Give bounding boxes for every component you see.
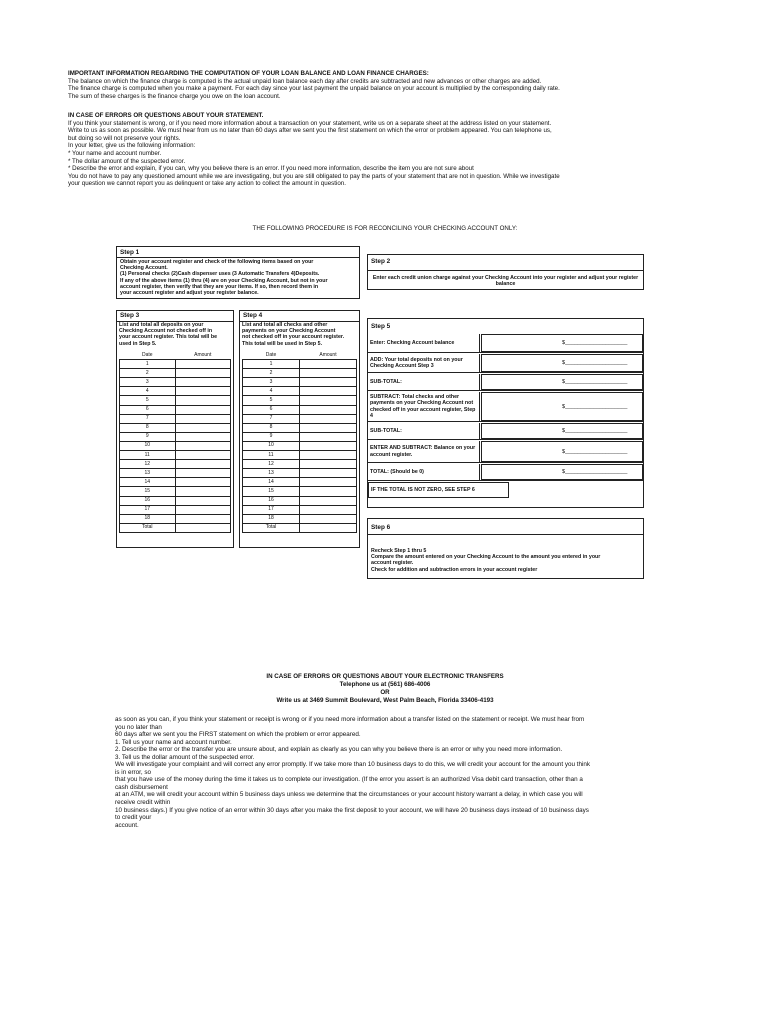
text-line: account register, then verify that they are your items. If so, then record them in: [120, 283, 319, 290]
amount-cell[interactable]: [300, 478, 357, 487]
step5-row-label: ADD: Your total deposits not on your Checking Account Step 3: [368, 354, 480, 372]
text-line: not checked off in your account register.: [242, 334, 345, 341]
amount-cell[interactable]: [300, 378, 357, 387]
table-row: [120, 387, 231, 396]
amount-cell[interactable]: [300, 505, 357, 514]
step5-row: [368, 374, 643, 391]
date-cell[interactable]: 18: [120, 514, 176, 523]
amount-cell[interactable]: [175, 414, 231, 423]
table-row: [243, 451, 357, 460]
date-cell[interactable]: 16: [243, 496, 300, 505]
electronic-phone: Telephone us at (561) 686-4006: [339, 681, 431, 688]
date-cell[interactable]: 2: [120, 369, 176, 378]
step5-row-label: SUB-TOTAL:: [368, 374, 480, 390]
date-cell[interactable]: 13: [243, 469, 300, 478]
date-cell[interactable]: 14: [120, 478, 176, 487]
date-cell[interactable]: 9: [120, 432, 176, 441]
amount-cell[interactable]: [175, 405, 231, 414]
amount-cell[interactable]: [300, 441, 357, 450]
table-row: [243, 396, 357, 405]
step5-amount-field[interactable]: $____________________: [481, 354, 643, 372]
text-line: List and total all checks and other: [242, 322, 328, 328]
table-row: [120, 423, 231, 432]
text-line: In your letter, give us the following information:: [68, 142, 196, 150]
text-line: account register.: [371, 560, 414, 567]
table-row: [120, 414, 231, 423]
amount-cell[interactable]: [175, 369, 231, 378]
amount-cell[interactable]: [300, 496, 357, 505]
step1-title: Step 1: [120, 249, 140, 256]
table-row: [243, 378, 357, 387]
table-row: [243, 387, 357, 396]
amount-cell[interactable]: [175, 514, 231, 523]
table-row: [120, 441, 231, 450]
text-line: to credit your: [115, 814, 152, 822]
step5-row-label: Enter: Checking Account balance: [368, 334, 480, 352]
total-amount-cell[interactable]: [300, 523, 357, 532]
text-line: (1) Personal checks (2)Cash dispenser uses (3 Automatic Transfers 4)Deposits.: [120, 271, 320, 278]
date-cell[interactable]: 15: [120, 487, 176, 496]
text-line: is in error, so: [115, 768, 152, 776]
step3-box: [116, 310, 234, 548]
amount-cell[interactable]: [175, 478, 231, 487]
amount-cell[interactable]: [175, 496, 231, 505]
text-line: your question we cannot report you as delinquent or take any action to collect the amount in question.: [68, 180, 346, 188]
date-cell[interactable]: 14: [243, 478, 300, 487]
loan-info-paragraph: [68, 78, 708, 101]
date-cell[interactable]: 5: [120, 396, 176, 405]
amount-cell[interactable]: [300, 460, 357, 469]
step5-amount-field[interactable]: $____________________: [481, 464, 643, 480]
step5-row: [368, 334, 643, 353]
step5-row: [368, 464, 643, 481]
table-row: [120, 487, 231, 496]
step5-row: [368, 354, 643, 373]
electronic-or: OR: [380, 689, 390, 696]
date-cell[interactable]: 8: [120, 423, 176, 432]
date-header: Date: [265, 351, 277, 358]
total-label: Total: [243, 523, 300, 532]
table-row: [120, 396, 231, 405]
table-row: [243, 487, 357, 496]
text-line: The balance on which the finance charge is computed is the actual unpaid loan balance each day after credits are subtracted and new advances or other charges are added.: [68, 77, 542, 85]
table-row: [120, 451, 231, 460]
step3-text: [119, 322, 233, 347]
step4-box: [239, 310, 360, 548]
step2-text: Enter each credit union charge against your Checking Account into your register and adjust your register balance: [372, 275, 639, 288]
amount-cell[interactable]: [175, 396, 231, 405]
step5-amount-field[interactable]: $____________________: [481, 374, 643, 390]
step5-box: [367, 318, 644, 508]
table-row: [243, 460, 357, 469]
text-line: at an ATM, we will credit your account within 5 business days unless we determine that the circumstances or your account history warrant a delay, in which case you will: [115, 791, 583, 799]
step1-text: [120, 259, 358, 296]
date-cell[interactable]: 6: [243, 405, 300, 414]
amount-cell[interactable]: [300, 396, 357, 405]
date-cell[interactable]: 1: [120, 360, 176, 369]
text-line: payments on your Checking Account: [242, 328, 336, 335]
amount-cell[interactable]: [175, 360, 231, 369]
step4-title: Step 4: [243, 312, 263, 319]
text-line: Compare the amount entered on your Checking Account to the amount you entered in your: [371, 554, 601, 561]
amount-cell[interactable]: [300, 387, 357, 396]
step1-box: [116, 246, 360, 299]
date-cell[interactable]: 4: [120, 387, 176, 396]
text-line: Checking Account not checked off in: [119, 328, 213, 335]
text-line: account.: [115, 821, 139, 829]
date-cell[interactable]: 10: [243, 441, 300, 450]
date-cell[interactable]: 5: [243, 396, 300, 405]
table-row: [243, 414, 357, 423]
step5-row-label: TOTAL: (Should be 0): [368, 464, 480, 480]
table-row: [120, 360, 231, 369]
amount-header: Amount: [194, 351, 212, 358]
loan-info-heading: IMPORTANT INFORMATION REGARDING THE COMPUTATION OF YOUR LOAN BALANCE AND LOAN FINANCE CHARGES:: [68, 70, 429, 77]
electronic-body: [115, 716, 660, 829]
date-cell[interactable]: 12: [120, 460, 176, 469]
date-cell[interactable]: 17: [120, 505, 176, 514]
text-line: 2. Describe the error or the transfer you are unsure about, and explain as clearly as you can why you believe there is an error or why you need more information.: [115, 746, 563, 754]
date-cell[interactable]: 4: [243, 387, 300, 396]
text-line: used in Step 5.: [119, 340, 157, 347]
table-row: [243, 405, 357, 414]
text-line: 10 business days.) If you give notice of an error within 30 days after you make the first deposit to your account, we will have 20 business days instead of 10 business days: [115, 806, 589, 814]
date-cell[interactable]: 3: [120, 378, 176, 387]
date-cell[interactable]: 15: [243, 487, 300, 496]
step3-table: [119, 351, 231, 533]
table-row: [120, 469, 231, 478]
amount-cell[interactable]: [300, 514, 357, 523]
text-line: If any of the above items (1) thru (4) are on your Checking Account, but not in your: [120, 277, 328, 284]
text-line: Obtain your account register and check of the following items based on your: [120, 259, 314, 265]
text-line: If you think your statement is wrong, or if you need more information about a transaction on your statement, write us on a separate sheet at the address listed on your statement.: [68, 119, 552, 127]
statement-errors-paragraph: [68, 120, 708, 188]
step5-title: Step 5: [371, 323, 391, 330]
text-line: receive credit within: [115, 799, 171, 807]
text-line: 1. Tell us your name and account number.: [115, 738, 232, 746]
step4-table: [242, 351, 357, 533]
amount-cell[interactable]: [175, 432, 231, 441]
statement-errors-heading: IN CASE OF ERRORS OR QUESTIONS ABOUT YOUR STATEMENT.: [68, 112, 264, 119]
step3-title: Step 3: [120, 312, 140, 319]
table-row: [120, 478, 231, 487]
table-row: [243, 496, 357, 505]
electronic-address: Write us at 3469 Summit Boulevard, West Palm Beach, Florida 33406-4193: [276, 697, 494, 704]
table-row: [120, 496, 231, 505]
date-cell[interactable]: 11: [243, 451, 300, 460]
date-cell[interactable]: 6: [120, 405, 176, 414]
text-line: Recheck Step 1 thru 5: [371, 548, 427, 554]
text-line: * The dollar amount of the suspected error.: [68, 157, 186, 165]
text-line: that you have use of the money during the time it takes us to complete our investigation. (If the error you assert is an authorized Visa debit card transaction, other than a: [115, 776, 583, 784]
text-line: cash disbursement: [115, 783, 168, 791]
amount-cell[interactable]: [300, 414, 357, 423]
step5-row: [368, 441, 643, 463]
date-cell[interactable]: 10: [120, 441, 176, 450]
table-row: [120, 378, 231, 387]
table-row: [243, 441, 357, 450]
step5-row-label: SUBTRACT: Total checks and other payments on your Checking Account not checked off in your account register, Step 4: [368, 392, 480, 421]
procedure-title: THE FOLLOWING PROCEDURE IS FOR RECONCILING YOUR CHECKING ACCOUNT ONLY:: [252, 225, 518, 232]
text-line: Checking Account.: [120, 265, 168, 272]
table-row: [120, 432, 231, 441]
amount-cell[interactable]: [300, 423, 357, 432]
date-header: Date: [141, 351, 153, 358]
amount-cell[interactable]: [175, 469, 231, 478]
text-line: The sum of these charges is the finance charge you owe on the loan account.: [68, 92, 281, 100]
step5-row-label: SUB-TOTAL:: [368, 423, 480, 439]
text-line: 3. Tell us the dollar amount of the suspected error.: [115, 753, 255, 761]
date-cell[interactable]: 7: [120, 414, 176, 423]
step2-title: Step 2: [371, 258, 391, 265]
table-row: [120, 369, 231, 378]
text-line: * Describe the error and explain, if you can, why you believe there is an error. If you need more information, describe the item you are not sure about: [68, 165, 474, 173]
total-amount-cell[interactable]: [175, 523, 231, 532]
text-line: 60 days after we sent you the FIRST statement on which the problem or error appeared.: [115, 731, 361, 739]
amount-cell[interactable]: [300, 405, 357, 414]
text-line: You do not have to pay any questioned amount while we are investigating, but you are still obligated to pay the parts of your statement that are not in question. While we investigate: [68, 172, 560, 180]
table-row: [120, 405, 231, 414]
step5-amount-field[interactable]: $____________________: [481, 334, 643, 352]
amount-cell[interactable]: [175, 460, 231, 469]
amount-cell[interactable]: [175, 441, 231, 450]
total-label: Total: [120, 523, 176, 532]
amount-cell[interactable]: [300, 451, 357, 460]
step5-amount-field[interactable]: $____________________: [481, 441, 643, 462]
amount-cell[interactable]: [175, 487, 231, 496]
amount-header: Amount: [319, 351, 337, 358]
amount-cell[interactable]: [175, 505, 231, 514]
amount-cell[interactable]: [175, 451, 231, 460]
date-cell[interactable]: 8: [243, 423, 300, 432]
text-line: List and total all deposits on your: [119, 322, 204, 328]
step4-text: [242, 322, 359, 347]
table-row: [243, 360, 357, 369]
amount-cell[interactable]: [175, 423, 231, 432]
text-line: This total will be used in Step 5.: [242, 340, 323, 347]
amount-cell[interactable]: [300, 487, 357, 496]
table-row: [243, 505, 357, 514]
step5-row: [368, 423, 643, 440]
step5-row: [368, 392, 643, 422]
step6-text: [371, 548, 641, 573]
date-cell[interactable]: 1: [243, 360, 300, 369]
table-row: [243, 369, 357, 378]
electronic-heading: IN CASE OF ERRORS OR QUESTIONS ABOUT YOUR ELECTRONIC TRANSFERS: [266, 673, 504, 680]
total-row: [120, 523, 231, 532]
text-line: your account register and adjust your register balance.: [120, 290, 259, 297]
date-cell[interactable]: 18: [243, 514, 300, 523]
step6-box: [367, 518, 644, 579]
amount-cell[interactable]: [300, 360, 357, 369]
text-line: your account register. This total will be: [119, 334, 218, 341]
table-row: [243, 478, 357, 487]
text-line: We will investigate your complaint and will correct any error promptly. If we take more than 10 business days to do this, we will credit your account for the amount you think: [115, 761, 591, 769]
step5-note: IF THE TOTAL IS NOT ZERO, SEE STEP 6: [368, 482, 509, 498]
step5-amount-field[interactable]: $____________________: [481, 392, 643, 421]
step6-title: Step 6: [371, 524, 391, 531]
table-row: [120, 514, 231, 523]
date-cell[interactable]: 9: [243, 432, 300, 441]
step5-row-label: ENTER AND SUBTRACT: Balance on your account register.: [368, 441, 480, 462]
amount-cell[interactable]: [300, 469, 357, 478]
amount-cell[interactable]: [175, 387, 231, 396]
table-row: [243, 514, 357, 523]
text-line: Write to us as soon as possible. We must hear from us no later than 60 days after we sent you the first statement on which the error or problem appeared. You can telephone us,: [68, 127, 552, 135]
text-line: The finance charge is computed when you make a payment. For each day since your last payment the unpaid balance on your account is multiplied by the corresponding daily rate.: [68, 85, 560, 93]
date-cell[interactable]: 13: [120, 469, 176, 478]
date-cell[interactable]: 11: [120, 451, 176, 460]
total-row: [243, 523, 357, 532]
table-row: [120, 460, 231, 469]
table-row: [243, 423, 357, 432]
amount-cell[interactable]: [175, 378, 231, 387]
amount-cell[interactable]: [300, 369, 357, 378]
table-row: [243, 432, 357, 441]
table-row: [120, 505, 231, 514]
text-line: Check for addition and subtraction errors in your account register: [371, 566, 538, 573]
step5-amount-field[interactable]: $____________________: [481, 423, 643, 439]
date-cell[interactable]: 2: [243, 369, 300, 378]
text-line: but doing so will not preserve your rights.: [68, 134, 181, 142]
amount-cell[interactable]: [300, 432, 357, 441]
step2-box: [367, 254, 644, 290]
date-cell[interactable]: 16: [120, 496, 176, 505]
text-line: * Your name and account number.: [68, 149, 162, 157]
text-line: you no later than: [115, 723, 162, 731]
date-cell[interactable]: 17: [243, 505, 300, 514]
table-row: [243, 469, 357, 478]
text-line: as soon as you can, if you think your statement or receipt is wrong or if you need more information about a transfer listed on the statement or receipt. We must hear from: [115, 716, 585, 723]
date-cell[interactable]: 7: [243, 414, 300, 423]
date-cell[interactable]: 3: [243, 378, 300, 387]
date-cell[interactable]: 12: [243, 460, 300, 469]
